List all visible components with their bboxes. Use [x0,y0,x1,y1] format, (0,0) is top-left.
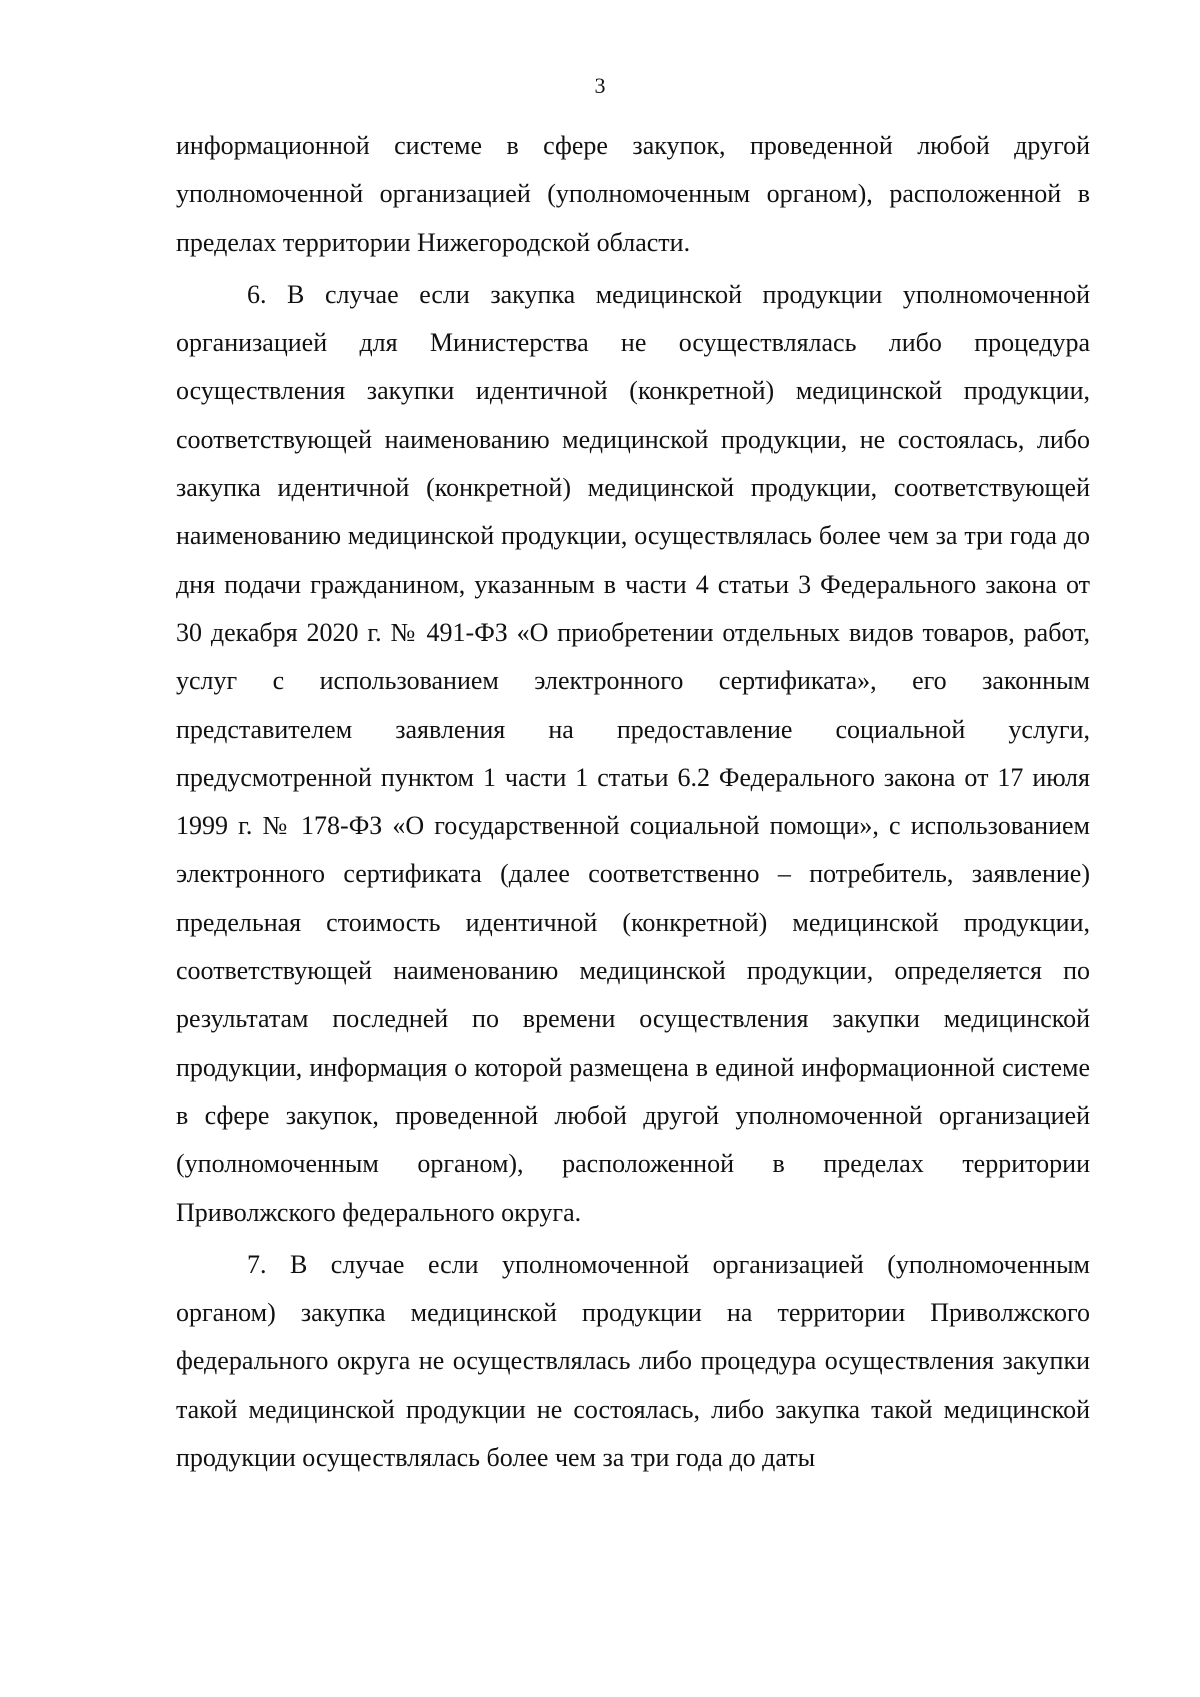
document-body [176,122,1090,1482]
page-number: 3 [594,73,606,98]
paragraph-item-6: 6. В случае если закупка медицинской продукции уполномоченной организацией для Министерства не осуществлялась либо процедура осуществления закупки идентичной (конкретной) медицинской продукции, соответствующей наименованию медицинской продукции, не состоялась, либо закупка идентичной (конкретной) медицинской продукции, соответствующей наименованию медицинской продукции, осуществлялась более чем за три года до дня подачи гражданином, указанным в части 4 статьи 3 Федерального закона от 30 декабря 2020 г. № 491-ФЗ «О приобретении отдельных видов товаров, работ, услуг с использованием электронного сертификата», его законным представителем заявления на предоставление социальной услуги, предусмотренной пунктом 1 части 1 статьи 6.2 Федерального закона от 17 июля 1999 г. № 178-ФЗ «О государственной социальной помощи», с использованием электронного сертификата (далее соответственно – потребитель, заявление) предельная стоимость идентичной (конкретной) медицинской продукции, соответствующей наименованию медицинской продукции, определяется по результатам последней по времени осуществления закупки медицинской продукции, информация о которой размещена в единой информационной системе в сфере закупок, проведенной любой другой уполномоченной организацией (уполномоченным органом), расположенной в пределах территории Приволжского федерального округа. [176,279,1090,1227]
paragraph-item-7: 7. В случае если уполномоченной организацией (уполномоченным органом) закупка медицинской продукции на территории Приволжского федерального округа не осуществлялась либо процедура осуществления закупки такой медицинской продукции не состоялась, либо закупка такой медицинской продукции осуществлялась более чем за три года до даты [176,1249,1090,1473]
paragraph-continuation: информационной системе в сфере закупок, проведенной любой другой уполномоченной организацией (уполномоченным органом), расположенной в пределах территории Нижегородской области. [176,131,1090,257]
